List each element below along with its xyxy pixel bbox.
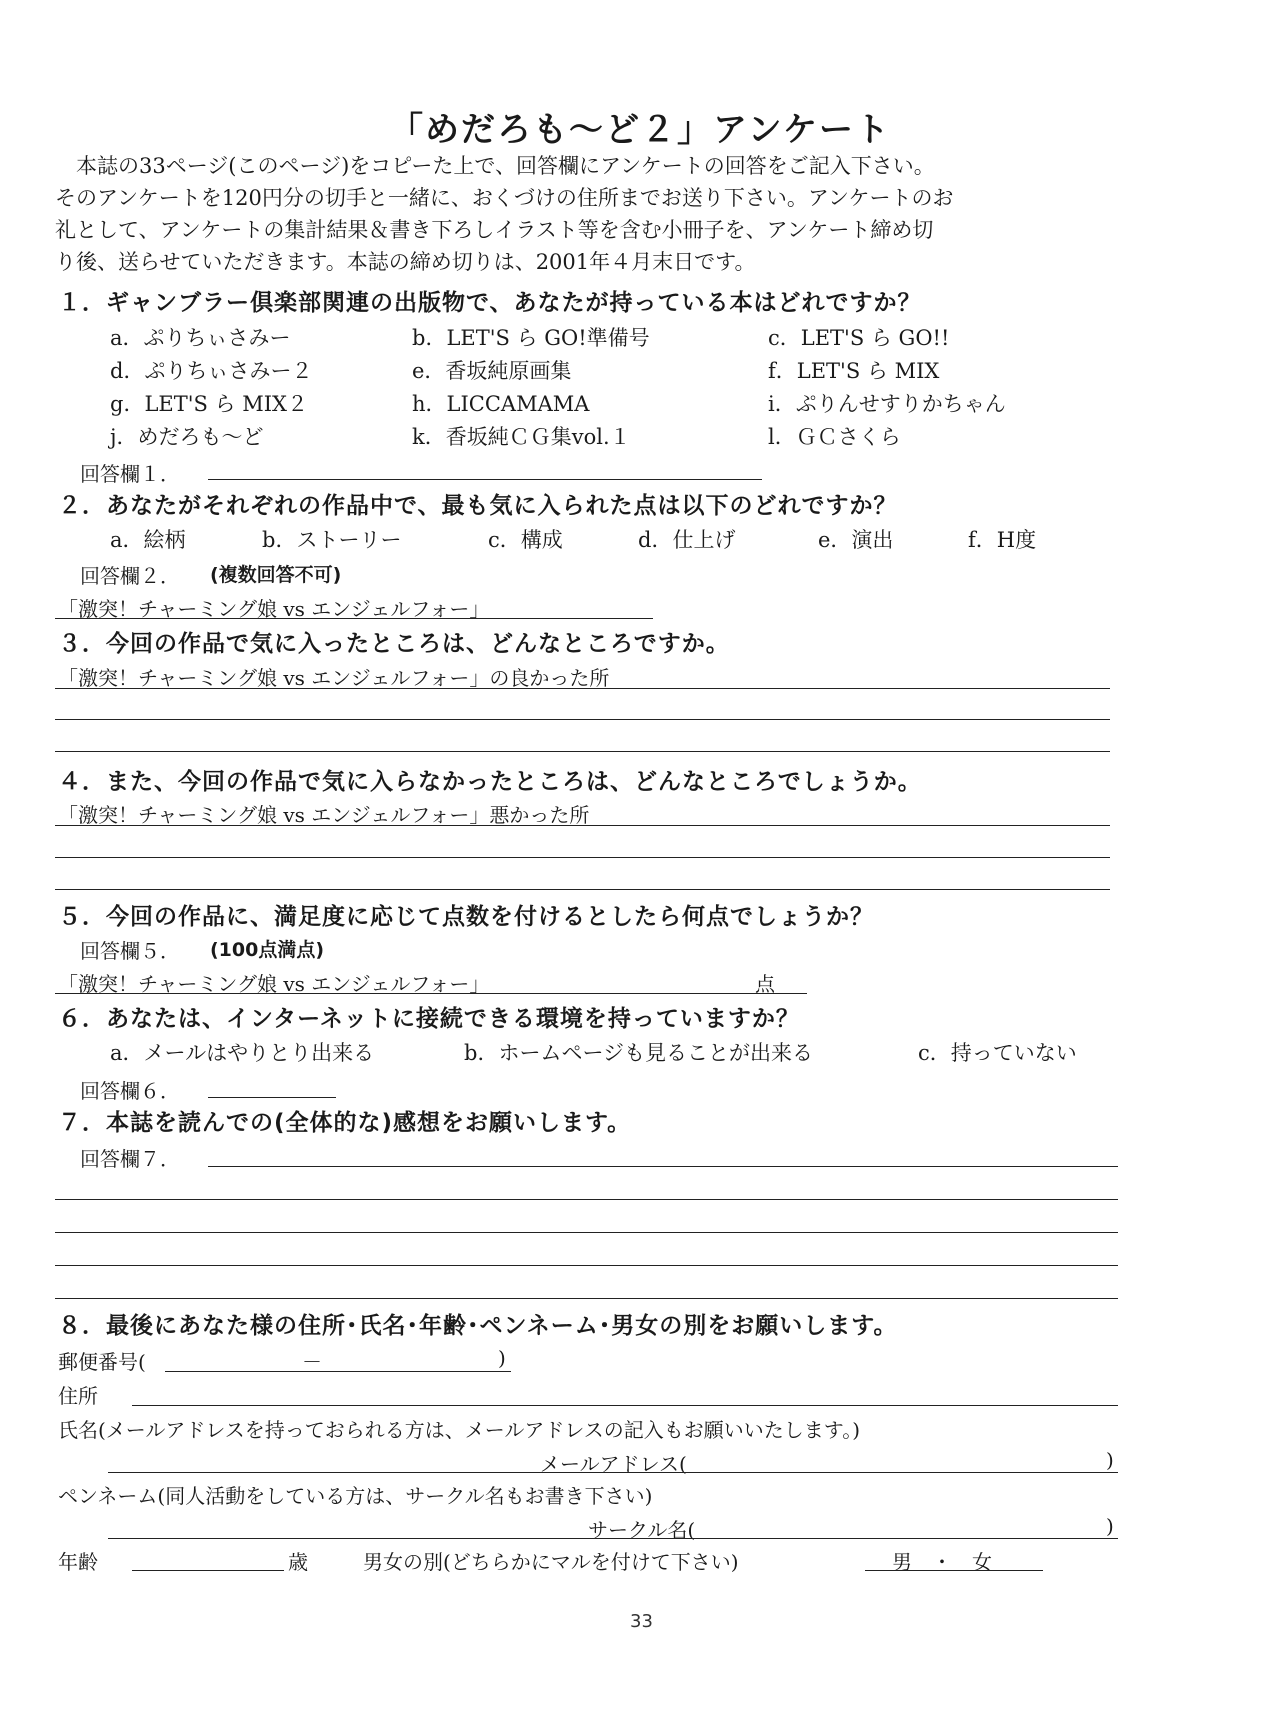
q5-answer-line[interactable] — [55, 993, 807, 994]
q3-line-label: 「激突！チャーミング娘 vs エンジェルフォー」の良かった所 — [58, 666, 610, 690]
q7-answer-line[interactable] — [55, 1232, 1118, 1233]
age-line[interactable] — [132, 1570, 284, 1571]
q4-answer-line[interactable] — [55, 825, 1110, 826]
q7-answer-line[interactable] — [208, 1166, 1118, 1167]
postal-code-dash: － — [302, 1350, 322, 1374]
q6-option-b: b．ホームページも見ることが出来る — [464, 1041, 814, 1065]
q1-option-a: a．ぷりちぃさみー — [110, 326, 291, 350]
q2-work-title: 「激突！チャーミング娘 vs エンジェルフォー」 — [58, 597, 490, 621]
q6-answer-label: 回答欄６． — [80, 1079, 180, 1103]
q5-answer-label: 回答欄５． — [80, 939, 180, 963]
penname-label: ペンネーム(同人活動をしている方は、サークル名もお書き下さい) — [58, 1484, 653, 1508]
question-3: ３．今回の作品で気に入ったところは、どんなところですか。 — [58, 631, 730, 657]
q1-answer-line[interactable] — [208, 479, 762, 480]
page-title: 「めだろも～ど２」アンケート — [389, 110, 891, 150]
q3-answer-line[interactable] — [55, 719, 1110, 720]
q2-answer-line[interactable] — [55, 618, 653, 619]
q4-line-label: 「激突！チャーミング娘 vs エンジェルフォー」悪かった所 — [58, 803, 590, 827]
penname-circle-line[interactable] — [108, 1538, 1118, 1539]
intro-line: そのアンケートを120円分の切手と一緒に、おくづけの住所までお送り下さい。アンケートのお — [55, 186, 954, 210]
q7-answer-line[interactable] — [55, 1265, 1118, 1266]
intro-text — [55, 150, 1125, 278]
q5-note: (100点満点) — [210, 939, 325, 961]
address-line[interactable] — [132, 1405, 1118, 1406]
q7-answer-label: 回答欄７． — [80, 1147, 180, 1171]
postal-code-line[interactable] — [165, 1371, 511, 1372]
q7-answer-line[interactable] — [55, 1199, 1118, 1200]
gender-line[interactable] — [865, 1570, 1043, 1571]
postal-code-close: ) — [498, 1346, 506, 1370]
q7-answer-line[interactable] — [55, 1298, 1118, 1299]
email-label: メールアドレス( — [540, 1452, 687, 1476]
q2-option-d: d．仕上げ — [638, 528, 736, 552]
q1-option-e: e．香坂純原画集 — [412, 359, 572, 383]
circle-label: サークル名( — [588, 1518, 696, 1542]
q2-option-b: b．ストーリー — [262, 528, 402, 552]
q1-option-i: i．ぷりんせすりかちゃん — [768, 392, 1006, 416]
q2-option-a: a．絵柄 — [110, 528, 186, 552]
postal-code-label: 郵便番号( — [58, 1350, 146, 1374]
question-6: ６．あなたは、インターネットに接続できる環境を持っていますか？ — [58, 1006, 800, 1032]
q3-answer-line[interactable] — [55, 751, 1110, 752]
q1-answer-label: 回答欄１． — [80, 462, 180, 486]
gender-label: 男女の別(どちらかにマルを付けて下さい) — [363, 1550, 739, 1574]
q6-answer-line[interactable] — [208, 1097, 336, 1098]
circle-close: ) — [1106, 1514, 1114, 1538]
q1-option-b: b．LET'S ら GO!準備号 — [412, 326, 650, 350]
intro-line: 礼として、アンケートの集計結果＆書き下ろしイラスト等を含む小冊子を、アンケート締め切 — [55, 218, 934, 242]
q2-option-e: e．演出 — [818, 528, 894, 552]
q6-option-c: c．持っていない — [918, 1041, 1077, 1065]
q5-work-title: 「激突！チャーミング娘 vs エンジェルフォー」 — [58, 972, 490, 996]
intro-line: り後、送らせていただきます。本誌の締め切りは、2001年４月末日です。 — [55, 250, 756, 274]
q1-option-l: l．ＧＣさくら — [768, 425, 901, 449]
name-label: 氏名(メールアドレスを持っておられる方は、メールアドレスの記入もお願いいたします。) — [58, 1418, 861, 1442]
question-4: ４．また、今回の作品で気に入らなかったところは、どんなところでしょうか。 — [58, 769, 922, 795]
intro-line: 本誌の33ページ(このページ)をコピーた上で、回答欄にアンケートの回答をご記入下さい。 — [76, 154, 935, 178]
q2-option-c: c．構成 — [488, 528, 563, 552]
q1-option-f: f．LET'S ら MIX — [768, 359, 940, 383]
address-label: 住所 — [58, 1384, 98, 1408]
q6-option-a: a．メールはやりとり出来る — [110, 1041, 375, 1065]
q1-option-j: j．めだろも～ど — [110, 425, 264, 449]
q4-answer-line[interactable] — [55, 889, 1110, 890]
page-number: 33 — [630, 1611, 653, 1632]
q4-answer-line[interactable] — [55, 857, 1110, 858]
q1-option-h: h．LICCAMAMA — [412, 392, 590, 416]
q1-option-c: c．LET'S ら GO!! — [768, 326, 950, 350]
question-2: ２．あなたがそれぞれの作品中で、最も気に入られた点は以下のどれですか？ — [58, 493, 898, 519]
question-1: １．ギャンブラー倶楽部関連の出版物で、あなたが持っている本はどれですか？ — [58, 290, 922, 316]
question-8: ８．最後にあなた様の住所･氏名･年齢･ペンネーム･男女の別をお願いします。 — [58, 1313, 898, 1339]
gender-options[interactable]: 男 ・ 女 — [892, 1550, 992, 1574]
email-close: ) — [1106, 1448, 1114, 1472]
q3-answer-line[interactable] — [55, 688, 1110, 689]
q1-option-k: k．香坂純ＣＧ集vol.１ — [412, 425, 631, 449]
age-label: 年齢 — [58, 1550, 98, 1574]
q2-answer-label: 回答欄２． — [80, 564, 180, 588]
q2-note: (複数回答不可) — [210, 564, 342, 586]
q1-option-d: d．ぷりちぃさみー２ — [110, 359, 313, 383]
question-5: ５．今回の作品に、満足度に応じて点数を付けるとしたら何点でしょうか？ — [58, 904, 874, 930]
q2-option-f: f．H度 — [968, 528, 1037, 552]
age-unit: 歳 — [288, 1550, 308, 1574]
q5-points-unit: 点 — [755, 972, 775, 996]
name-email-line[interactable] — [108, 1472, 1118, 1473]
q1-option-g: g．LET'S ら MIX２ — [110, 392, 308, 416]
question-7: ７．本誌を読んでの(全体的な)感想をお願いします。 — [58, 1110, 632, 1136]
